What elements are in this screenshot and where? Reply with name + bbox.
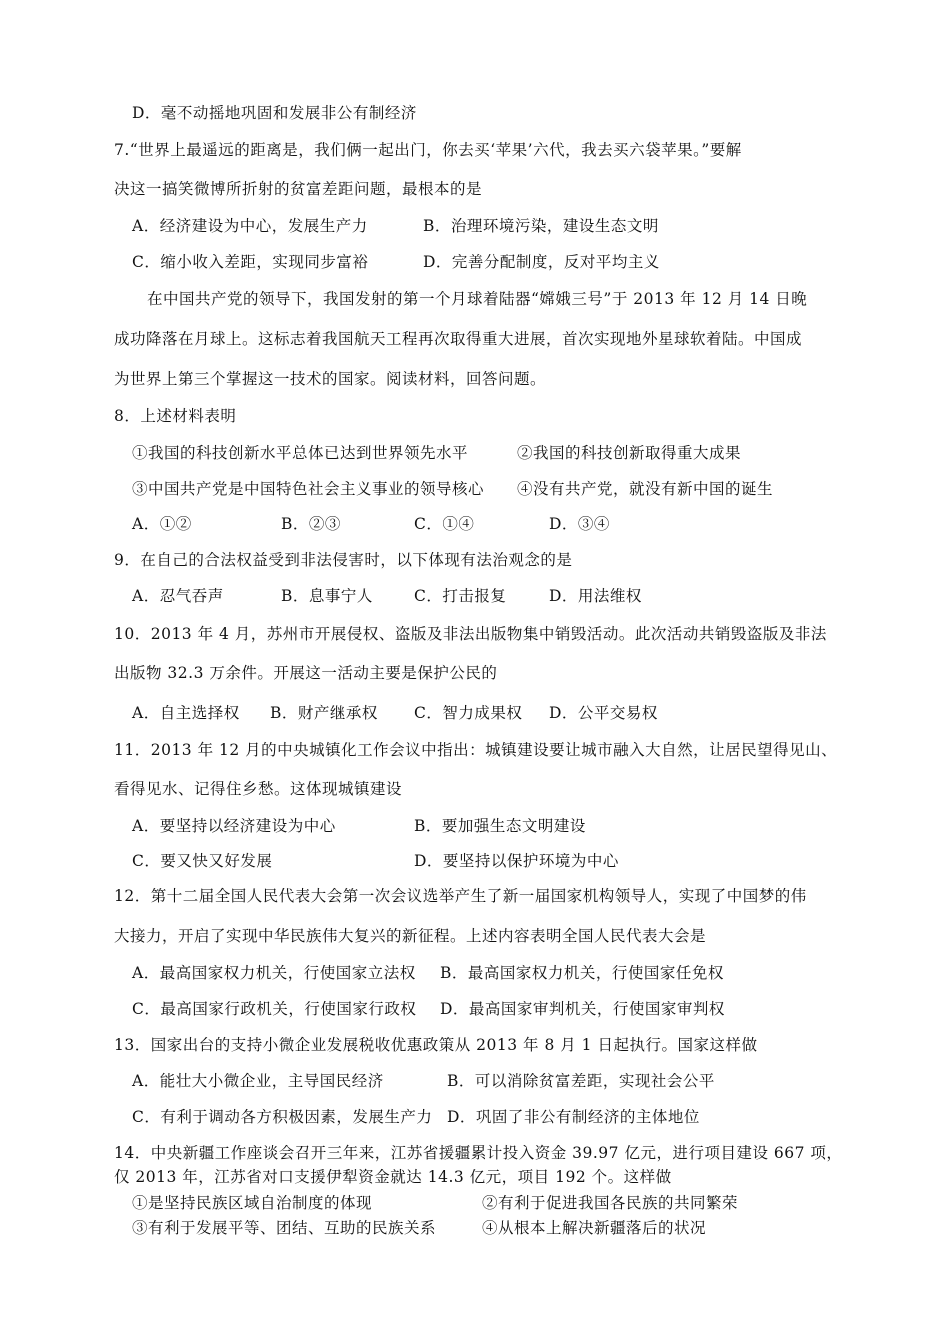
q13-option-d: D．巩固了非公有制经济的主体地位 bbox=[447, 1108, 700, 1126]
material-line-2: 成功降落在月球上。这标志着我国航天工程再次取得重大进展，首次实现地外星球软着陆。中国成 bbox=[114, 330, 803, 348]
q7-option-d: D．完善分配制度，反对平均主义 bbox=[423, 253, 660, 271]
question-14-line-2: 仅 2013 年，江苏省对口支援伊犁资金就达 14.3 亿元，项目 192 个。这样做 bbox=[114, 1168, 672, 1186]
q8-option-d: D．③④ bbox=[549, 515, 610, 533]
question-10-line-1: 10．2013 年 4 月，苏州市开展侵权、盗版及非法出版物集中销毁活动。此次活动共销毁盗版及非法 bbox=[114, 625, 827, 643]
q8-statement-4: ④没有共产党，就没有新中国的诞生 bbox=[517, 480, 774, 498]
material-line-1: 在中国共产党的领导下，我国发射的第一个月球着陆器“嫦娥三号”于 2013 年 12 月 14 日晚 bbox=[147, 290, 808, 308]
q9-option-c: C．打击报复 bbox=[414, 587, 507, 605]
option-line: D．毫不动摇地巩固和发展非公有制经济 bbox=[132, 104, 417, 122]
question-7-line-2: 决这一搞笑微博所折射的贫富差距问题，最根本的是 bbox=[114, 180, 483, 198]
q10-option-b: B．财产继承权 bbox=[270, 704, 378, 722]
question-12-line-2: 大接力，开启了实现中华民族伟大复兴的新征程。上述内容表明全国人民代表大会是 bbox=[114, 927, 707, 945]
q8-option-b: B．②③ bbox=[281, 515, 341, 533]
question-10-line-2: 出版物 32.3 万余件。开展这一活动主要是保护公民的 bbox=[114, 664, 498, 682]
question-12-line-1: 12．第十二届全国人民代表大会第一次会议选举产生了新一届国家机构领导人，实现了中国梦的伟 bbox=[114, 887, 807, 905]
q12-option-b: B．最高国家权力机关，行使国家任免权 bbox=[440, 964, 724, 982]
q12-option-d: D．最高国家审判机关，行使国家审判权 bbox=[440, 1000, 725, 1018]
q8-option-c: C．①④ bbox=[414, 515, 475, 533]
q9-option-a: A．忍气吞声 bbox=[132, 587, 224, 605]
q10-option-a: A．自主选择权 bbox=[132, 704, 240, 722]
q8-statement-3: ③中国共产党是中国特色社会主义事业的领导核心 bbox=[132, 480, 485, 498]
q13-option-a: A．能壮大小微企业，主导国民经济 bbox=[132, 1072, 384, 1090]
q11-option-d: D．要坚持以保护环境为中心 bbox=[414, 852, 619, 870]
q8-statement-1: ①我国的科技创新水平总体已达到世界领先水平 bbox=[132, 444, 469, 462]
q8-option-a: A．①② bbox=[132, 515, 192, 533]
material-line-3: 为世界上第三个掌握这一技术的国家。阅读材料，回答问题。 bbox=[114, 370, 547, 388]
q7-option-a: A．经济建设为中心，发展生产力 bbox=[132, 217, 368, 235]
q9-option-d: D．用法维权 bbox=[549, 587, 642, 605]
q8-statement-2: ②我国的科技创新取得重大成果 bbox=[517, 444, 742, 462]
q14-statement-4: ④从根本上解决新疆落后的状况 bbox=[482, 1219, 707, 1237]
q11-option-b: B．要加强生态文明建设 bbox=[414, 817, 586, 835]
q14-statement-3: ③有利于发展平等、团结、互助的民族关系 bbox=[132, 1219, 437, 1237]
q12-option-a: A．最高国家权力机关，行使国家立法权 bbox=[132, 964, 416, 982]
q7-option-c: C．缩小收入差距，实现同步富裕 bbox=[132, 253, 369, 271]
q9-option-b: B．息事宁人 bbox=[281, 587, 373, 605]
q14-statement-1: ①是坚持民族区域自治制度的体现 bbox=[132, 1194, 373, 1212]
question-7-line-1: 7.“世界上最遥远的距离是，我们俩一起出门，你去买‘苹果’六代，我去买六袋苹果。”要解 bbox=[114, 141, 742, 159]
q13-option-b: B．可以消除贫富差距，实现社会公平 bbox=[447, 1072, 715, 1090]
q13-option-c: C．有利于调动各方积极因素，发展生产力 bbox=[132, 1108, 433, 1126]
question-8: 8．上述材料表明 bbox=[114, 407, 237, 425]
q12-option-c: C．最高国家行政机关，行使国家行政权 bbox=[132, 1000, 417, 1018]
q11-option-c: C．要又快又好发展 bbox=[132, 852, 273, 870]
question-11-line-2: 看得见水、记得住乡愁。这体现城镇建设 bbox=[114, 780, 403, 798]
q7-option-b: B．治理环境污染，建设生态文明 bbox=[423, 217, 659, 235]
question-11-line-1: 11．2013 年 12 月的中央城镇化工作会议中指出：城镇建设要让城市融入大自然，让居民望得见山、 bbox=[114, 741, 838, 759]
question-13: 13．国家出台的支持小微企业发展税收优惠政策从 2013 年 8 月 1 日起执行。国家这样做 bbox=[114, 1036, 758, 1054]
question-14-line-1: 14．中央新疆工作座谈会召开三年来，江苏省援疆累计投入资金 39.97 亿元，进行项目建设 667 项， bbox=[114, 1144, 843, 1162]
q14-statement-2: ②有利于促进我国各民族的共同繁荣 bbox=[482, 1194, 739, 1212]
q11-option-a: A．要坚持以经济建设为中心 bbox=[132, 817, 336, 835]
q10-option-d: D．公平交易权 bbox=[549, 704, 658, 722]
question-9: 9．在自己的合法权益受到非法侵害时，以下体现有法治观念的是 bbox=[114, 551, 573, 569]
q10-option-c: C．智力成果权 bbox=[414, 704, 523, 722]
